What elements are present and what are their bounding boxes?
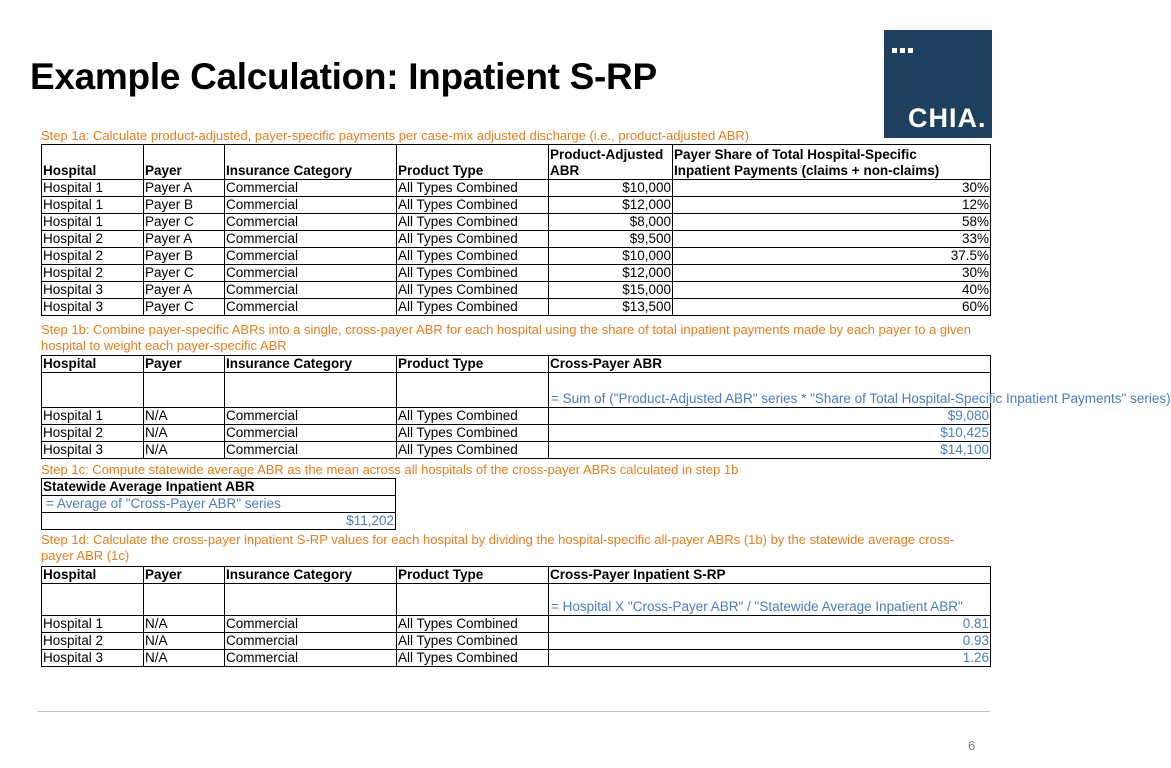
header-product-adjusted-abr: Product-Adjusted ABR	[549, 145, 673, 180]
statewide-average-value: $11,202	[42, 513, 396, 530]
footer-divider	[38, 711, 990, 712]
table-cell: 1.26	[549, 650, 991, 667]
header-insurance-category: Insurance Category	[225, 356, 397, 373]
table-cell: Hospital 2	[42, 633, 144, 650]
logo-wordmark: CHIA.	[908, 103, 987, 133]
table-cell: Commercial	[225, 197, 397, 214]
table-cell: 60%	[673, 299, 991, 316]
table-cell: Hospital 1	[42, 408, 144, 425]
table-cell: All Types Combined	[397, 282, 549, 299]
table-cell: Payer C	[144, 299, 225, 316]
table-cell: Payer A	[144, 180, 225, 197]
table-cell: $10,425	[549, 425, 991, 442]
formula-cross-payer-srp: = Hospital X "Cross-Payer ABR" / "Statewide Average Inpatient ABR"	[549, 584, 991, 616]
header-payer: Payer	[144, 356, 225, 373]
header-insurance-category: Insurance Category	[225, 567, 397, 584]
table-cell: N/A	[144, 425, 225, 442]
table-header-row	[42, 567, 991, 584]
table-row	[42, 197, 991, 214]
table-cell: N/A	[144, 616, 225, 633]
header-payer: Payer	[144, 567, 225, 584]
table-cell: All Types Combined	[397, 408, 549, 425]
table-row	[42, 299, 991, 316]
table-row	[42, 214, 991, 231]
table-cell: Hospital 1	[42, 197, 144, 214]
table-cell: $13,500	[549, 299, 673, 316]
table-cell: 33%	[673, 231, 991, 248]
table-cell: All Types Combined	[397, 442, 549, 459]
table-row	[42, 248, 991, 265]
header-hospital: Hospital	[42, 145, 144, 180]
table-cell: Hospital 1	[42, 214, 144, 231]
step-1a-text: Step 1a: Calculate product-adjusted, payer-specific payments per case-mix adjusted discharge (i.e., product-adjusted ABR)	[41, 128, 750, 143]
table-cell: Commercial	[225, 616, 397, 633]
table-cell: 30%	[673, 180, 991, 197]
table-cell: $9,500	[549, 231, 673, 248]
table-cell: Hospital 2	[42, 231, 144, 248]
table-row	[42, 633, 991, 650]
table-cell: Payer C	[144, 214, 225, 231]
table-cell: $9,080	[549, 408, 991, 425]
table-cell: Payer A	[144, 282, 225, 299]
table-cell: Commercial	[225, 633, 397, 650]
table-cell: Commercial	[225, 265, 397, 282]
formula-row	[42, 373, 991, 408]
table-cell: 58%	[673, 214, 991, 231]
header-product-type: Product Type	[397, 567, 549, 584]
step-1c-table	[41, 478, 396, 530]
header-cross-payer-abr: Cross-Payer ABR	[549, 356, 991, 373]
table-cell: $12,000	[549, 265, 673, 282]
page-number: 6	[968, 738, 976, 753]
table-row	[42, 442, 991, 459]
header-statewide-average: Statewide Average Inpatient ABR	[42, 479, 396, 496]
table-cell: 30%	[673, 265, 991, 282]
header-payer: Payer	[144, 145, 225, 180]
table-cell: All Types Combined	[397, 265, 549, 282]
table-row	[42, 180, 991, 197]
step-1d-table	[41, 566, 991, 667]
formula-statewide-average: = Average of "Cross-Payer ABR" series	[42, 496, 396, 513]
table-cell: $10,000	[549, 180, 673, 197]
table-cell: Hospital 3	[42, 650, 144, 667]
table-header-row	[42, 145, 991, 180]
table-cell: Commercial	[225, 180, 397, 197]
table-cell: Hospital 1	[42, 616, 144, 633]
header-hospital: Hospital	[42, 567, 144, 584]
table-cell: All Types Combined	[397, 633, 549, 650]
table-cell: All Types Combined	[397, 299, 549, 316]
table-row	[42, 425, 991, 442]
table-cell: Commercial	[225, 214, 397, 231]
table-cell: Hospital 2	[42, 248, 144, 265]
table-cell: All Types Combined	[397, 197, 549, 214]
table-cell: Hospital 1	[42, 180, 144, 197]
formula-row	[42, 584, 991, 616]
table-cell: 0.93	[549, 633, 991, 650]
table-cell: All Types Combined	[397, 650, 549, 667]
table-cell: 40%	[673, 282, 991, 299]
header-insurance-category: Insurance Category	[225, 145, 397, 180]
table-cell: Commercial	[225, 650, 397, 667]
table-cell: Commercial	[225, 248, 397, 265]
table-cell: N/A	[144, 408, 225, 425]
page-title: Example Calculation: Inpatient S-RP	[30, 56, 657, 97]
chia-logo	[884, 30, 992, 138]
table-cell: N/A	[144, 442, 225, 459]
table-cell: Hospital 3	[42, 282, 144, 299]
table-cell: 0.81	[549, 616, 991, 633]
table-cell: All Types Combined	[397, 616, 549, 633]
table-cell: Hospital 2	[42, 265, 144, 282]
table-cell: Commercial	[225, 425, 397, 442]
table-cell: 37.5%	[673, 248, 991, 265]
table-cell: Commercial	[225, 282, 397, 299]
table-row	[42, 282, 991, 299]
step-1b-table	[41, 355, 1171, 459]
header-product-type: Product Type	[397, 356, 549, 373]
table-cell: Commercial	[225, 408, 397, 425]
header-hospital: Hospital	[42, 356, 144, 373]
step-1d-text: Step 1d: Calculate the cross-payer inpatient S-RP values for each hospital by dividing the hospital-specific all-payer ABRs (1b) by the statewide average cross-payer ABR (1c)	[41, 532, 955, 563]
header-payer-share: Payer Share of Total Hospital-Specific Inpatient Payments (claims + non-claims)	[673, 145, 991, 180]
step-1a-table	[41, 144, 991, 316]
table-cell: $10,000	[549, 248, 673, 265]
table-row	[42, 616, 991, 633]
table-cell: Hospital 2	[42, 425, 144, 442]
header-product-type: Product Type	[397, 145, 549, 180]
table-cell: Payer C	[144, 265, 225, 282]
table-cell: All Types Combined	[397, 231, 549, 248]
table-cell: $15,000	[549, 282, 673, 299]
logo-dots-icon	[892, 40, 916, 58]
table-cell: $8,000	[549, 214, 673, 231]
table-cell: All Types Combined	[397, 248, 549, 265]
table-cell: Payer B	[144, 197, 225, 214]
table-cell: Commercial	[225, 299, 397, 316]
table-row	[42, 231, 991, 248]
table-row	[42, 408, 991, 425]
step-1b-text: Step 1b: Combine payer-specific ABRs into a single, cross-payer ABR for each hospital using the share of total inpatient payments made by each payer to a given hospital to weight each payer-specific ABR	[41, 322, 972, 353]
table-cell: N/A	[144, 633, 225, 650]
table-cell: N/A	[144, 650, 225, 667]
table-cell: Commercial	[225, 231, 397, 248]
table-cell: Hospital 3	[42, 442, 144, 459]
table-cell: Payer B	[144, 248, 225, 265]
table-row	[42, 265, 991, 282]
formula-cross-payer-abr: = Sum of ("Product-Adjusted ABR" series * "Share of Total Hospital-Specific Inpatient Payments" series)	[549, 373, 991, 408]
table-cell: $12,000	[549, 197, 673, 214]
table-cell: All Types Combined	[397, 180, 549, 197]
table-header-row	[42, 356, 991, 373]
table-cell: Commercial	[225, 442, 397, 459]
table-cell: All Types Combined	[397, 425, 549, 442]
table-row	[42, 650, 991, 667]
step-1c-text: Step 1c: Compute statewide average ABR as the mean across all hospitals of the cross-payer ABRs calculated in step 1b	[41, 462, 739, 477]
table-cell: 12%	[673, 197, 991, 214]
table-cell: All Types Combined	[397, 214, 549, 231]
table-cell: Payer A	[144, 231, 225, 248]
table-cell: Hospital 3	[42, 299, 144, 316]
header-cross-payer-srp: Cross-Payer Inpatient S-RP	[549, 567, 991, 584]
table-cell: $14,100	[549, 442, 991, 459]
